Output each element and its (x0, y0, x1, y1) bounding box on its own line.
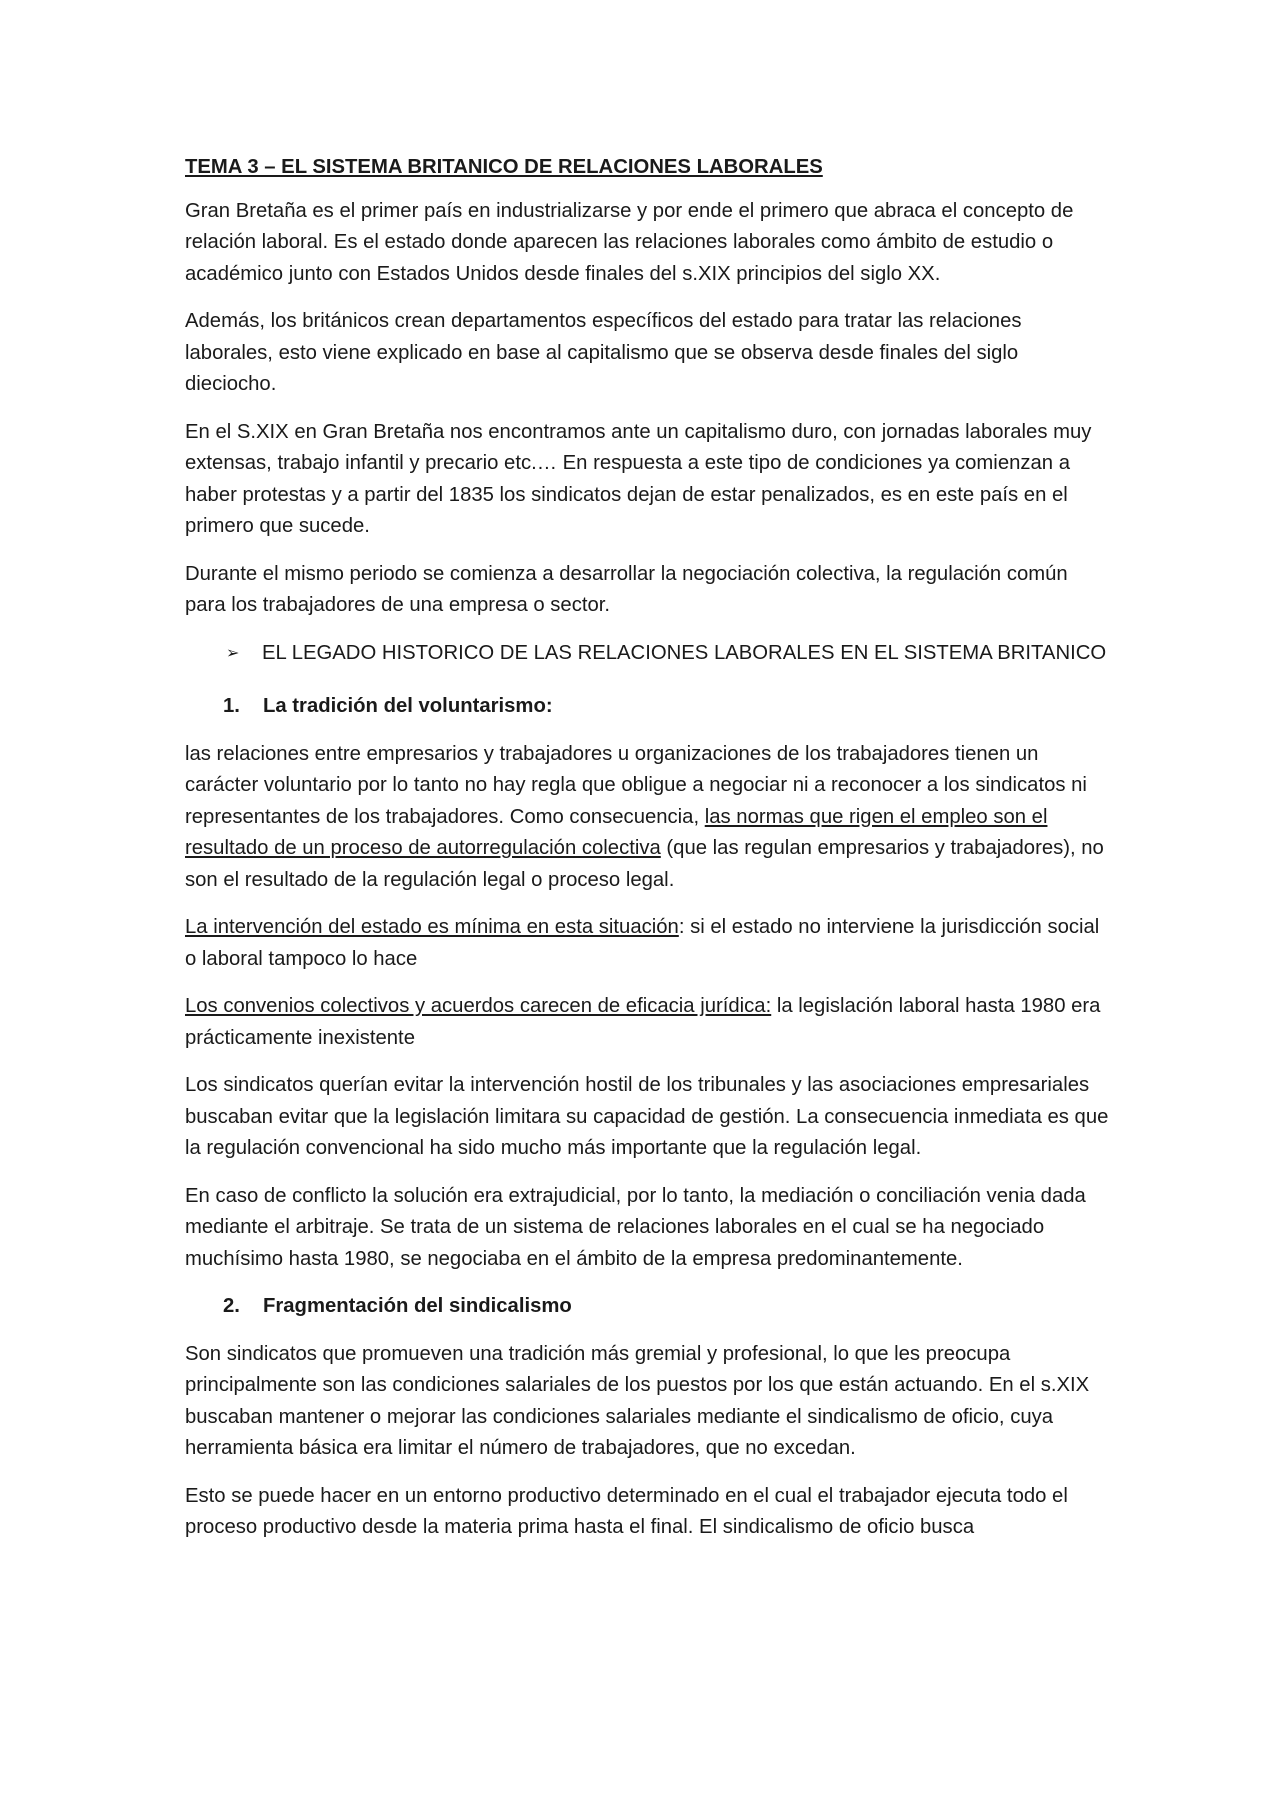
underlined-text: las normas que rigen el empleo son el resultado de un proceso de autorregulación colectiva (185, 805, 1048, 859)
paragraph-convenios (185, 991, 1109, 1054)
text-run: (que las regulan empresarios y trabajadores), no son el resultado de la regulación legal o proceso legal. (185, 837, 1104, 891)
bullet-legado-historico (226, 638, 1109, 670)
document-page (185, 152, 1109, 1560)
text-run: la legislación laboral hasta 1980 era prácticamente inexistente (185, 995, 1101, 1049)
text-run: las relaciones entre empresarios y trabajadores u organizaciones de los trabajadores tienen un carácter voluntario por lo tanto no hay regla que obligue a negociar ni a reconocer a los sindicatos ni representantes de los trabajadores. Como consecuencia, (185, 742, 1087, 828)
heading-number: 1. (223, 695, 240, 717)
paragraph-negociacion: Durante el mismo periodo se comienza a desarrollar la negociación colectiva, la regulación común para los trabajadores de una empresa o sector. (185, 562, 1068, 616)
arrow-bullet-icon: ➢ (226, 644, 240, 662)
paragraph-intervencion (185, 912, 1109, 975)
heading-text: La tradición del voluntarismo: (263, 695, 553, 717)
bullet-text: EL LEGADO HISTORICO DE LAS RELACIONES LABORALES EN EL SISTEMA BRITANICO (262, 641, 1107, 664)
paragraph-gremial: Son sindicatos que promueven una tradición más gremial y profesional, lo que les preocupa principalmente son las condiciones salariales de los puestos por los que están actuando. En el s.XIX buscaban mantener o mejorar las condiciones salariales mediante el sindicalismo de oficio, cuya herramienta básica era limitar el número de trabajadores, que no excedan. (185, 1342, 1090, 1459)
paragraph-sxix: En el S.XIX en Gran Bretaña nos encontramos ante un capitalismo duro, con jornadas laborales muy extensas, trabajo infantil y precario etc.… En respuesta a este tipo de condiciones ya comienzan a haber protestas y a partir del 1835 los sindicatos dejan de estar penalizados, es en este país en el primero que sucede. (185, 420, 1092, 537)
underlined-text: La intervención del estado es mínima en esta situación (185, 916, 679, 938)
paragraph-intro: Gran Bretaña es el primer país en industrializarse y por ende el primero que abraca el concepto de relación laboral. Es el estado donde aparecen las relaciones laborales como ámbito de estudio o académico junto con Estados Unidos desde finales del s.XIX principios del siglo XX. (185, 199, 1074, 285)
paragraph-voluntario (185, 739, 1109, 897)
paragraph-sindicatos: Los sindicatos querían evitar la intervención hostil de los tribunales y las asociaciones empresariales buscaban evitar que la legislación limitara su capacidad de gestión. La consecuencia inmediata es que la regulación convencional ha sido mucho más importante que la regulación legal. (185, 1074, 1109, 1159)
document-title: TEMA 3 – EL SISTEMA BRITANICO DE RELACIONES LABORALES (185, 156, 823, 178)
paragraph-departamentos: Además, los británicos crean departamentos específicos del estado para tratar las relaciones laborales, esto viene explicado en base al capitalismo que se observa desde finales del siglo dieciocho. (185, 310, 1022, 395)
paragraph-oficio: Esto se puede hacer en un entorno productivo determinado en el cual el trabajador ejecuta todo el proceso productivo desde la materia prima hasta el final. El sindicalismo de oficio busca (185, 1484, 1068, 1538)
heading-text: Fragmentación del sindicalismo (263, 1295, 572, 1317)
heading-number: 2. (223, 1295, 240, 1317)
text-run: : si el estado no interviene la jurisdicción social o laboral tampoco lo hace (185, 916, 1100, 970)
heading-fragmentacion (223, 1291, 1109, 1323)
paragraph-conflicto: En caso de conflicto la solución era extrajudicial, por lo tanto, la mediación o conciliación venia dada mediante el arbitraje. Se trata de un sistema de relaciones laborales en el cual se ha negociado muchísimo hasta 1980, se negociaba en el ámbito de la empresa predominantemente. (185, 1184, 1086, 1270)
underlined-text: Los convenios colectivos y acuerdos carecen de eficacia jurídica: (185, 995, 772, 1017)
heading-voluntarismo (223, 691, 1109, 723)
